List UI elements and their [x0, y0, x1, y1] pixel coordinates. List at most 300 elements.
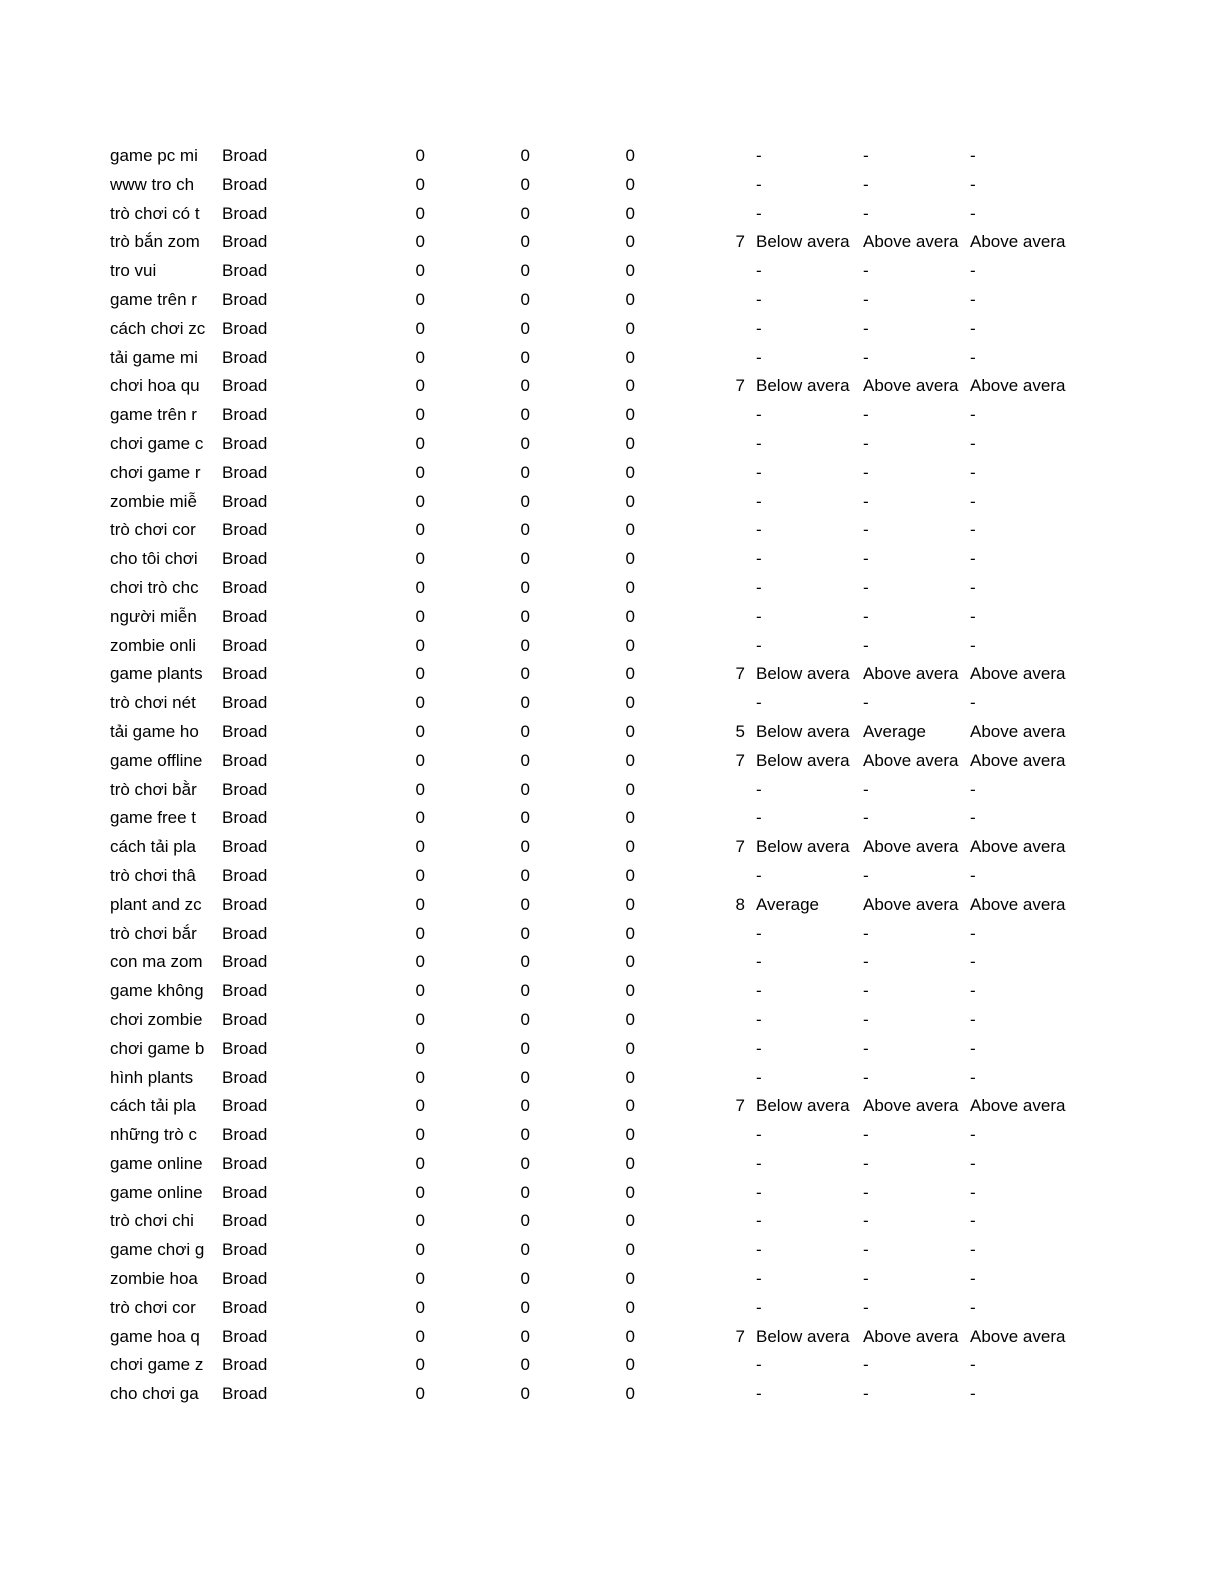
value-cell-3: 0 [625, 693, 635, 713]
rating-cell-1: - [756, 865, 762, 885]
keyword-cell: trò chơi chi [110, 1211, 194, 1231]
rating-cell-1: - [756, 549, 762, 569]
match-type-cell: Broad [222, 865, 268, 885]
value-cell-1: 0 [415, 664, 425, 684]
rating-cell-3: - [970, 174, 976, 194]
rating-cell-2: - [863, 405, 869, 425]
value-cell-2: 0 [520, 261, 530, 281]
rating-cell-2: Above avera [863, 664, 959, 684]
rating-cell-1: - [756, 923, 762, 943]
match-type-cell: Broad [222, 577, 268, 597]
value-cell-1: 0 [415, 174, 425, 194]
value-cell-2: 0 [520, 837, 530, 857]
rating-cell-2: - [863, 318, 869, 338]
table-row [110, 430, 1073, 459]
match-type-cell: Broad [222, 664, 268, 684]
rating-cell-2: Above avera [863, 1326, 959, 1346]
match-type-cell: Broad [222, 232, 268, 252]
quality-score-cell [637, 632, 752, 661]
rating-cell-2: - [863, 1153, 869, 1173]
rating-cell-2: Above avera [863, 232, 959, 252]
keyword-cell: trò chơi bắr [110, 923, 197, 943]
value-cell-1: 0 [415, 1009, 425, 1029]
match-type-cell: Broad [222, 1297, 268, 1317]
value-cell-2: 0 [520, 1009, 530, 1029]
value-cell-1: 0 [415, 1096, 425, 1116]
table-row [110, 948, 1073, 977]
table-row [110, 1150, 1073, 1179]
rating-cell-1: Average [756, 894, 820, 914]
value-cell-1: 0 [415, 606, 425, 626]
rating-cell-2: - [863, 952, 869, 972]
rating-cell-1: - [756, 1153, 762, 1173]
rating-cell-1: - [756, 981, 762, 1001]
value-cell-3: 0 [625, 837, 635, 857]
keyword-cell: cách chơi zc [110, 318, 206, 338]
value-cell-3: 0 [625, 318, 635, 338]
rating-cell-1: - [756, 347, 762, 367]
value-cell-1: 0 [415, 491, 425, 511]
rating-cell-1: - [756, 606, 762, 626]
value-cell-1: 0 [415, 1326, 425, 1346]
table-row [110, 833, 1073, 862]
match-type-cell: Broad [222, 433, 268, 453]
rating-cell-3: - [970, 1182, 976, 1202]
rating-cell-2: - [863, 174, 869, 194]
value-cell-1: 0 [415, 376, 425, 396]
rating-cell-1: Below avera [756, 232, 850, 252]
value-cell-3: 0 [625, 1211, 635, 1231]
table-row [110, 344, 1073, 373]
value-cell-3: 0 [625, 146, 635, 165]
rating-cell-3: - [970, 520, 976, 540]
match-type-cell: Broad [222, 1326, 268, 1346]
keyword-cell: trò bắn zom [110, 232, 200, 252]
rating-cell-2: - [863, 1297, 869, 1317]
rating-cell-1: - [756, 1125, 762, 1145]
keyword-cell: cho tôi chơi [110, 549, 198, 569]
quality-score-cell [637, 1380, 752, 1409]
keyword-cell: trò chơi thâ [110, 865, 196, 885]
value-cell-2: 0 [520, 1355, 530, 1375]
match-type-cell: Broad [222, 1269, 268, 1289]
match-type-cell: Broad [222, 462, 268, 482]
value-cell-3: 0 [625, 1355, 635, 1375]
value-cell-2: 0 [520, 1038, 530, 1058]
table-row [110, 920, 1073, 949]
match-type-cell: Broad [222, 1096, 268, 1116]
value-cell-1: 0 [415, 232, 425, 252]
value-cell-2: 0 [520, 779, 530, 799]
table-row [110, 286, 1073, 315]
value-cell-1: 0 [415, 1125, 425, 1145]
keyword-cell: trò chơi cor [110, 1297, 196, 1317]
rating-cell-1: - [756, 1355, 762, 1375]
rating-cell-2: - [863, 1211, 869, 1231]
rating-cell-3: - [970, 779, 976, 799]
rating-cell-1: - [756, 808, 762, 828]
rating-cell-2: - [863, 462, 869, 482]
match-type-cell: Broad [222, 808, 268, 828]
rating-cell-3: - [970, 923, 976, 943]
rating-cell-2: - [863, 635, 869, 655]
value-cell-2: 0 [520, 146, 530, 165]
rating-cell-1: Below avera [756, 721, 850, 741]
quality-score-cell [637, 1207, 752, 1236]
match-type-cell: Broad [222, 721, 268, 741]
value-cell-2: 0 [520, 289, 530, 309]
match-type-cell: Broad [222, 1153, 268, 1173]
keyword-cell: game hoa q [110, 1326, 200, 1346]
match-type-cell: Broad [222, 1384, 268, 1404]
match-type-cell: Broad [222, 1182, 268, 1202]
value-cell-2: 0 [520, 923, 530, 943]
rating-cell-1: - [756, 433, 762, 453]
keyword-cell: cho chơi ga [110, 1384, 199, 1404]
value-cell-1: 0 [415, 146, 425, 165]
rating-cell-1: - [756, 1269, 762, 1289]
value-cell-1: 0 [415, 894, 425, 914]
value-cell-2: 0 [520, 1211, 530, 1231]
rating-cell-2: Average [863, 721, 927, 741]
rating-cell-2: - [863, 289, 869, 309]
match-type-cell: Broad [222, 1355, 268, 1375]
rating-cell-2: - [863, 433, 869, 453]
table-row [110, 1207, 1073, 1236]
value-cell-2: 0 [520, 577, 530, 597]
rating-cell-2: - [863, 923, 869, 943]
quality-score-cell [637, 1351, 752, 1380]
match-type-cell: Broad [222, 635, 268, 655]
value-cell-2: 0 [520, 1067, 530, 1087]
keyword-cell: cách tải pla [110, 837, 196, 857]
value-cell-1: 0 [415, 750, 425, 770]
rating-cell-3: - [970, 1211, 976, 1231]
table-row [110, 1380, 1073, 1409]
rating-cell-3: - [970, 808, 976, 828]
rating-cell-3: - [970, 1009, 976, 1029]
match-type-cell: Broad [222, 203, 268, 223]
quality-score-cell: 7 [735, 1326, 745, 1346]
quality-score-cell [637, 344, 752, 373]
table-row [110, 142, 1073, 171]
rating-cell-3: - [970, 865, 976, 885]
quality-score-cell [637, 804, 752, 833]
match-type-cell: Broad [222, 1211, 268, 1231]
keyword-cell: trò chơi có t [110, 203, 200, 223]
value-cell-2: 0 [520, 693, 530, 713]
quality-score-cell [637, 1265, 752, 1294]
rating-cell-2: - [863, 1009, 869, 1029]
keyword-cell: chơi zombie [110, 1009, 203, 1029]
value-cell-2: 0 [520, 232, 530, 252]
value-cell-1: 0 [415, 952, 425, 972]
rating-cell-3: - [970, 1384, 976, 1404]
rating-cell-2: - [863, 1269, 869, 1289]
match-type-cell: Broad [222, 491, 268, 511]
rating-cell-2: - [863, 203, 869, 223]
keyword-cell: chơi game z [110, 1355, 204, 1375]
table-row [110, 862, 1073, 891]
table-row [110, 488, 1073, 517]
match-type-cell: Broad [222, 376, 268, 396]
keyword-cell: trò chơi bằr [110, 779, 197, 799]
value-cell-3: 0 [625, 1182, 635, 1202]
rating-cell-1: Below avera [756, 1326, 850, 1346]
quality-score-cell: 7 [735, 750, 745, 770]
value-cell-3: 0 [625, 1269, 635, 1289]
keyword-cell: www tro ch [110, 174, 195, 194]
rating-cell-2: - [863, 606, 869, 626]
rating-cell-3: - [970, 1240, 976, 1260]
value-cell-3: 0 [625, 491, 635, 511]
match-type-cell: Broad [222, 1067, 268, 1087]
value-cell-3: 0 [625, 865, 635, 885]
rating-cell-1: - [756, 462, 762, 482]
match-type-cell: Broad [222, 1009, 268, 1029]
table-row [110, 632, 1073, 661]
keyword-cell: cách tải pla [110, 1096, 196, 1116]
table-row [110, 603, 1073, 632]
rating-cell-2: - [863, 1355, 869, 1375]
rating-cell-3: Above avera [970, 1096, 1066, 1116]
value-cell-2: 0 [520, 1153, 530, 1173]
value-cell-2: 0 [520, 894, 530, 914]
rating-cell-3: Above avera [970, 721, 1066, 741]
rating-cell-3: Above avera [970, 232, 1066, 252]
match-type-cell: Broad [222, 894, 268, 914]
quality-score-cell: 7 [735, 232, 745, 252]
rating-cell-2: - [863, 261, 869, 281]
value-cell-1: 0 [415, 549, 425, 569]
keyword-cell: game pc mi [110, 146, 198, 165]
rating-cell-3: - [970, 1125, 976, 1145]
quality-score-cell: 7 [735, 376, 745, 396]
rating-cell-1: - [756, 1240, 762, 1260]
value-cell-1: 0 [415, 347, 425, 367]
rating-cell-1: - [756, 261, 762, 281]
value-cell-3: 0 [625, 1009, 635, 1029]
match-type-cell: Broad [222, 289, 268, 309]
quality-score-cell [637, 142, 752, 171]
rating-cell-3: - [970, 981, 976, 1001]
value-cell-3: 0 [625, 1125, 635, 1145]
table-row [110, 1179, 1073, 1208]
keyword-cell: tro vui [110, 261, 157, 281]
rating-cell-1: - [756, 146, 762, 165]
keyword-cell: chơi game c [110, 433, 204, 453]
keyword-cell: chơi hoa qu [110, 376, 200, 396]
value-cell-1: 0 [415, 635, 425, 655]
quality-score-cell: 7 [735, 837, 745, 857]
keyword-cell: người miễn [110, 606, 197, 626]
value-cell-2: 0 [520, 1297, 530, 1317]
rating-cell-1: - [756, 520, 762, 540]
value-cell-1: 0 [415, 1153, 425, 1173]
quality-score-cell: 7 [735, 1096, 745, 1116]
match-type-cell: Broad [222, 693, 268, 713]
rating-cell-2: - [863, 981, 869, 1001]
value-cell-1: 0 [415, 721, 425, 741]
quality-score-cell [637, 1035, 752, 1064]
value-cell-3: 0 [625, 1326, 635, 1346]
match-type-cell: Broad [222, 1240, 268, 1260]
value-cell-1: 0 [415, 1355, 425, 1375]
quality-score-cell [637, 977, 752, 1006]
keyword-cell: trò chơi nét [110, 693, 196, 713]
rating-cell-2: - [863, 1038, 869, 1058]
rating-cell-3: - [970, 1297, 976, 1317]
value-cell-2: 0 [520, 1096, 530, 1116]
rating-cell-2: - [863, 491, 869, 511]
match-type-cell: Broad [222, 347, 268, 367]
quality-score-cell: 5 [735, 721, 745, 741]
match-type-cell: Broad [222, 549, 268, 569]
rating-cell-2: - [863, 146, 869, 165]
value-cell-2: 0 [520, 549, 530, 569]
rating-cell-3: - [970, 347, 976, 367]
rating-cell-3: - [970, 203, 976, 223]
value-cell-2: 0 [520, 1326, 530, 1346]
rating-cell-3: - [970, 261, 976, 281]
keyword-cell: game không [110, 981, 204, 1001]
rating-cell-1: - [756, 693, 762, 713]
keyword-cell: hình plants [110, 1067, 194, 1087]
rating-cell-1: - [756, 1182, 762, 1202]
value-cell-1: 0 [415, 923, 425, 943]
value-cell-3: 0 [625, 405, 635, 425]
table-row [110, 747, 1073, 776]
quality-score-cell [637, 574, 752, 603]
table-row [110, 1121, 1073, 1150]
quality-score-cell [637, 1236, 752, 1265]
match-type-cell: Broad [222, 750, 268, 770]
rating-cell-2: - [863, 1384, 869, 1404]
rating-cell-3: - [970, 1355, 976, 1375]
rating-cell-2: - [863, 1240, 869, 1260]
value-cell-1: 0 [415, 289, 425, 309]
keyword-cell: game offline [110, 750, 203, 770]
rating-cell-1: - [756, 1211, 762, 1231]
value-cell-3: 0 [625, 635, 635, 655]
value-cell-1: 0 [415, 577, 425, 597]
keyword-cell: zombie miễ [110, 491, 197, 511]
rating-cell-3: - [970, 1067, 976, 1087]
table-row [110, 1064, 1073, 1093]
value-cell-3: 0 [625, 1067, 635, 1087]
value-cell-2: 0 [520, 664, 530, 684]
value-cell-3: 0 [625, 577, 635, 597]
table-row [110, 257, 1073, 286]
value-cell-2: 0 [520, 808, 530, 828]
rating-cell-3: Above avera [970, 750, 1066, 770]
rating-cell-3: - [970, 433, 976, 453]
value-cell-2: 0 [520, 750, 530, 770]
value-cell-3: 0 [625, 750, 635, 770]
rating-cell-3: - [970, 462, 976, 482]
value-cell-1: 0 [415, 1384, 425, 1404]
rating-cell-3: - [970, 693, 976, 713]
rating-cell-2: - [863, 693, 869, 713]
quality-score-cell [637, 401, 752, 430]
table-row [110, 574, 1073, 603]
value-cell-2: 0 [520, 1125, 530, 1145]
table-row [110, 1006, 1073, 1035]
match-type-cell: Broad [222, 981, 268, 1001]
rating-cell-1: Below avera [756, 837, 850, 857]
value-cell-3: 0 [625, 433, 635, 453]
rating-cell-2: - [863, 1125, 869, 1145]
table-row [110, 776, 1073, 805]
value-cell-1: 0 [415, 520, 425, 540]
rating-cell-2: Above avera [863, 1096, 959, 1116]
table-row [110, 200, 1073, 229]
rating-cell-3: - [970, 549, 976, 569]
table-row [110, 660, 1073, 689]
value-cell-2: 0 [520, 318, 530, 338]
quality-score-cell [637, 1121, 752, 1150]
value-cell-2: 0 [520, 952, 530, 972]
value-cell-2: 0 [520, 203, 530, 223]
table-row [110, 891, 1073, 920]
table-row [110, 718, 1073, 747]
value-cell-1: 0 [415, 405, 425, 425]
rating-cell-3: - [970, 405, 976, 425]
keyword-cell: trò chơi cor [110, 520, 196, 540]
value-cell-3: 0 [625, 520, 635, 540]
rating-cell-1: - [756, 203, 762, 223]
rating-cell-1: - [756, 577, 762, 597]
rating-cell-3: - [970, 952, 976, 972]
value-cell-3: 0 [625, 174, 635, 194]
table-row [110, 171, 1073, 200]
value-cell-3: 0 [625, 1384, 635, 1404]
value-cell-1: 0 [415, 1067, 425, 1087]
value-cell-2: 0 [520, 491, 530, 511]
table-row [110, 401, 1073, 430]
quality-score-cell [637, 948, 752, 977]
keyword-cell: zombie onli [110, 635, 196, 655]
rating-cell-1: - [756, 952, 762, 972]
quality-score-cell [637, 1006, 752, 1035]
table-row [110, 1294, 1073, 1323]
table-row [110, 689, 1073, 718]
quality-score-cell: 8 [735, 894, 745, 914]
quality-score-cell [637, 171, 752, 200]
rating-cell-2: - [863, 779, 869, 799]
rating-cell-3: - [970, 1269, 976, 1289]
rating-cell-3: - [970, 1038, 976, 1058]
value-cell-3: 0 [625, 923, 635, 943]
value-cell-2: 0 [520, 1240, 530, 1260]
keyword-cell: chơi game b [110, 1038, 205, 1058]
rating-cell-1: - [756, 174, 762, 194]
value-cell-3: 0 [625, 1153, 635, 1173]
value-cell-1: 0 [415, 318, 425, 338]
rating-cell-2: - [863, 865, 869, 885]
rating-cell-1: Below avera [756, 1096, 850, 1116]
quality-score-cell [637, 488, 752, 517]
rating-cell-1: Below avera [756, 750, 850, 770]
quality-score-cell [637, 776, 752, 805]
match-type-cell: Broad [222, 261, 268, 281]
rating-cell-2: Above avera [863, 376, 959, 396]
rating-cell-2: - [863, 1067, 869, 1087]
value-cell-2: 0 [520, 721, 530, 741]
table-row [110, 459, 1073, 488]
value-cell-3: 0 [625, 376, 635, 396]
value-cell-2: 0 [520, 433, 530, 453]
